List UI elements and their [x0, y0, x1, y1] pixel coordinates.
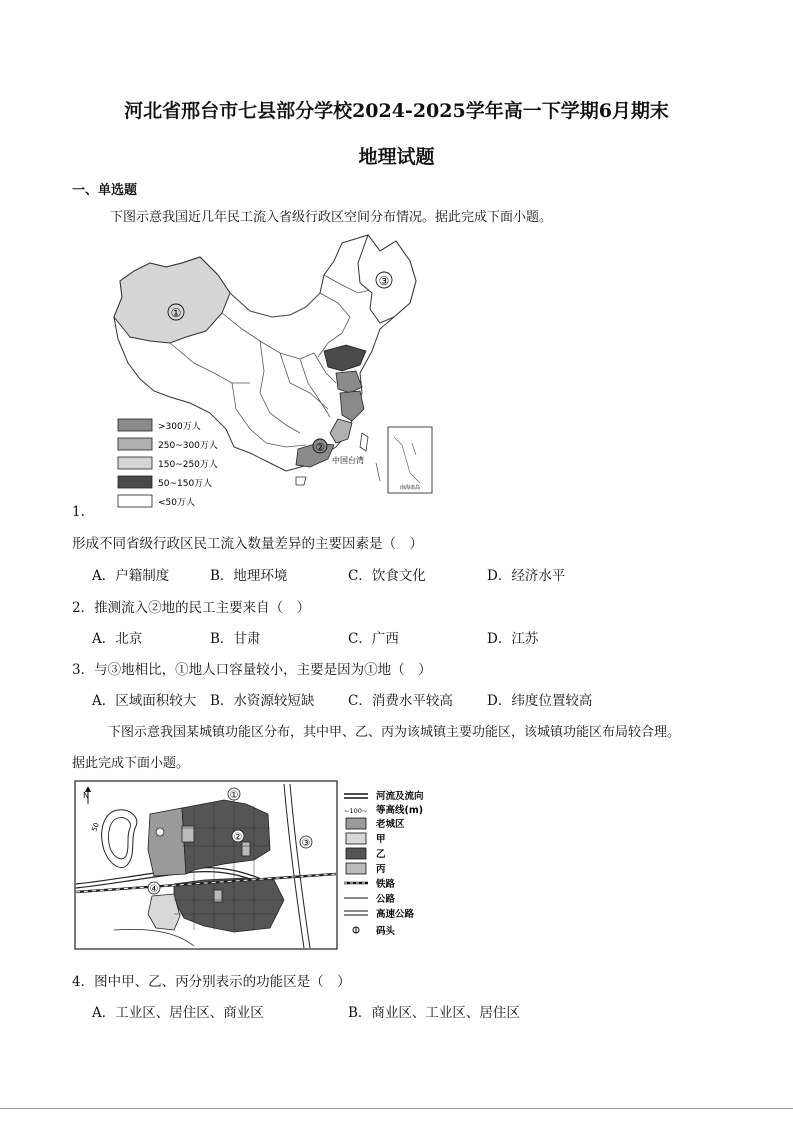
legend-river: 河流及流向 — [376, 791, 424, 802]
question-3-stem: 3．与③地相比，①地人口容量较小，主要是因为①地（ ） — [72, 662, 432, 678]
south-china-sea-inset — [388, 427, 432, 493]
taiwan-label: 中国台湾 — [332, 456, 364, 465]
question-1-option-b[interactable]: B．地理环境 — [210, 568, 288, 584]
question-1-option-a[interactable]: A．户籍制度 — [92, 568, 170, 584]
question-3-option-d[interactable]: D．纬度位置较高 — [487, 693, 593, 709]
town-map-legend — [344, 790, 424, 937]
group2-intro-line2: 据此完成下面小题。 — [72, 756, 190, 771]
question-2-option-c[interactable]: C．广西 — [348, 631, 399, 647]
inset-label: 南海诸岛 — [399, 485, 421, 491]
question-2-stem: 2．推测流入②地的民工主要来自（ ） — [72, 600, 311, 616]
question-3-option-b[interactable]: B．水资源较短缺 — [210, 693, 315, 709]
legend-label: >300万人 — [158, 422, 201, 432]
legend-dock: 码头 — [376, 926, 396, 937]
section-heading: 一、单选题 — [72, 183, 138, 198]
question-4-option-b[interactable]: B．商业区、工业区、居住区 — [348, 1005, 520, 1021]
legend-jia: 甲 — [376, 834, 386, 845]
question-1-number: 1. — [72, 504, 85, 520]
page-bottom-rule — [0, 1108, 793, 1109]
question-1-option-d[interactable]: D．经济水平 — [487, 568, 566, 584]
town-marker-1: ① — [229, 790, 239, 801]
question-4-stem: 4．图中甲、乙、丙分别表示的功能区是（ ） — [72, 974, 351, 990]
taiwan — [360, 433, 368, 451]
question-3-option-c[interactable]: C．消费水平较高 — [348, 693, 453, 709]
hainan — [296, 477, 306, 485]
paper-subtitle: 地理试题 — [358, 146, 435, 168]
legend-old-town: 老城区 — [376, 819, 405, 830]
town-marker-3: ③ — [301, 838, 311, 849]
question-3-option-a[interactable]: A．区域面积较大 — [92, 693, 197, 709]
legend-bing: 丙 — [376, 864, 386, 875]
china-map-figure — [110, 233, 440, 513]
question-4-option-a[interactable]: A．工业区、居住区、商业区 — [92, 1005, 264, 1021]
zone-bing-2 — [242, 842, 250, 856]
legend-label: 150~250万人 — [158, 460, 218, 470]
legend-contour-symbol: ~100~ — [344, 807, 368, 815]
question-2-option-a[interactable]: A．北京 — [92, 631, 143, 647]
contour-value-label: 50 — [90, 821, 101, 833]
legend-contour: 等高线(m) — [376, 805, 424, 816]
paper-title: 河北省邢台市七县部分学校2024-2025学年高一下学期6月期末 — [124, 100, 669, 122]
question-2-option-b[interactable]: B．甘肃 — [210, 631, 261, 647]
legend-label: <50万人 — [158, 498, 195, 508]
legend-highway: 高速公路 — [376, 909, 415, 920]
question-2-option-d[interactable]: D．江苏 — [487, 631, 539, 647]
marker-1: ① — [170, 306, 182, 320]
legend-yi: 乙 — [376, 849, 386, 860]
legend-road: 公路 — [376, 894, 396, 905]
legend-label: 50~150万人 — [158, 479, 213, 489]
town-marker-4: ④ — [149, 884, 159, 895]
group1-intro: 下图示意我国近几年民工流入省级行政区空间分布情况。据此完成下面小题。 — [110, 210, 553, 225]
question-1-stem: 形成不同省级行政区民工流入数量差异的主要因素是（ ） — [72, 536, 423, 552]
question-1-option-c[interactable]: C．饮食文化 — [348, 568, 426, 584]
zone-bing-1 — [182, 826, 194, 842]
old-town-area — [148, 808, 186, 876]
legend-label: 250~300万人 — [158, 441, 218, 451]
north-arrow-label: N — [83, 791, 89, 800]
map-legend — [118, 419, 218, 508]
group2-intro-line1: 下图示意我国某城镇功能区分布，其中甲、乙、丙为该城镇主要功能区，该城镇功能区布局较合理。 — [108, 725, 681, 740]
marker-2: ② — [315, 441, 325, 454]
legend-railway: 铁路 — [376, 879, 396, 890]
town-map-figure — [74, 780, 444, 952]
marker-3: ③ — [378, 274, 390, 288]
town-marker-2: ② — [233, 832, 243, 843]
